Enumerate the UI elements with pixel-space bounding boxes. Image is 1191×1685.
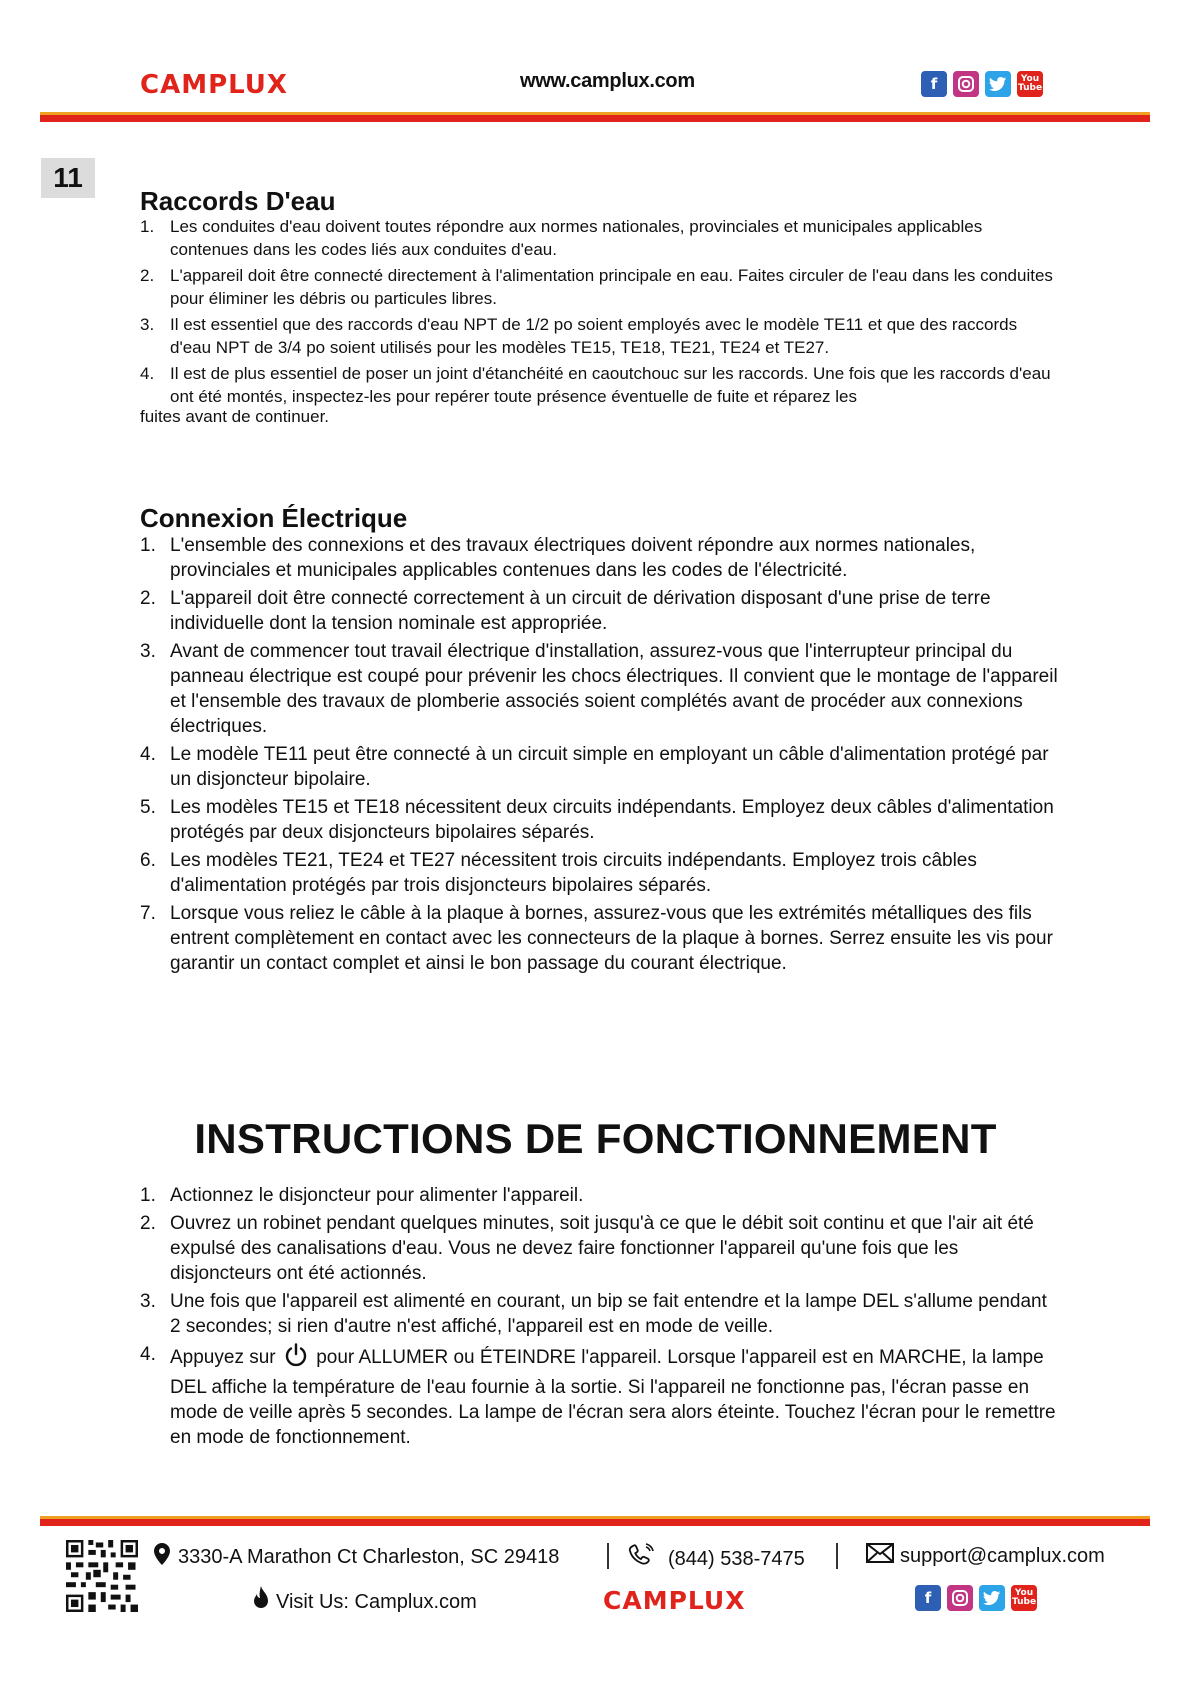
- divider: [836, 1543, 838, 1569]
- phone-icon: [628, 1543, 656, 1575]
- footer-rule: [40, 1516, 1150, 1526]
- header-social-icons: [921, 71, 1043, 97]
- phone-text[interactable]: (844) 538-7475: [668, 1547, 805, 1570]
- header-website-link[interactable]: www.camplux.com: [520, 70, 695, 92]
- electrique-list: [140, 533, 1060, 979]
- footer-email[interactable]: [866, 1543, 1105, 1569]
- visit-text[interactable]: Visit Us: Camplux.com: [276, 1590, 477, 1613]
- list-item: 4. Appuyez sur pour ALLUMER ou ÉTEINDRE l'appareil. Lorsque l'appareil est en MARCHE, la lampe DEL affiche la température de l'eau fournie à la sortie. Si l'appareil ne fonctionne pas, l'écran passe en mode de veille après 5 secondes. La lampe de l'écran sera alors éteinte. Touchez l'écran pour le remettre en mode de fonctionnement.: [140, 1344, 1056, 1448]
- list-item: 1. Actionnez le disjoncteur pour alimenter l'appareil.: [140, 1185, 584, 1206]
- page-number: 11: [41, 158, 95, 198]
- list-item: 2. L'appareil doit être connecté correctement à un circuit de dérivation disposant d'une prise de terre individuelle dont la tension nominale est appropriée.: [140, 588, 991, 634]
- twitter-icon[interactable]: [979, 1585, 1005, 1611]
- footer-brand-logo: CAMPLUX: [603, 1586, 746, 1615]
- list-item: 2. Ouvrez un robinet pendant quelques minutes, soit jusqu'à ce que le débit soit continu et que l'air ait été expulsé des canalisations d'eau. Vous ne devez faire fonctionner l'appareil qu'une fois que les disjoncteurs ont été actionnés.: [140, 1213, 1034, 1284]
- instagram-icon[interactable]: [953, 71, 979, 97]
- divider: [607, 1543, 609, 1569]
- list-item: 7. Lorsque vous reliez le câble à la plaque à bornes, assurez-vous que les extrémités métalliques des fils entrent complètement en contact avec les connecteurs de la plaque à bornes. Serrez ensuite les vis pour garantir un contact complet et ainsi le bon passage du courant électrique.: [140, 903, 1053, 974]
- footer-phone[interactable]: [628, 1543, 805, 1575]
- footer-visit[interactable]: [252, 1586, 477, 1618]
- address-text: 3330-A Marathon Ct Charleston, SC 29418: [178, 1545, 560, 1568]
- email-text[interactable]: support@camplux.com: [900, 1544, 1105, 1567]
- operation-title: INSTRUCTIONS DE FONCTIONNEMENT: [194, 1115, 997, 1162]
- youtube-icon[interactable]: You Tube: [1017, 71, 1043, 97]
- footer-address: [154, 1543, 559, 1571]
- twitter-icon[interactable]: [985, 71, 1011, 97]
- header-brand-logo: CAMPLUX: [140, 70, 288, 100]
- power-icon: [283, 1342, 309, 1375]
- list-item: 6. Les modèles TE21, TE24 et TE27 nécessitent trois circuits indépendants. Employez trois câbles d'alimentation protégés par trois disjoncteurs bipolaires séparés.: [140, 850, 977, 896]
- raccords-title: Raccords D'eau: [140, 186, 336, 216]
- list-item: 1. L'ensemble des connexions et des travaux électriques doivent répondre aux normes nationales, provinciales et municipales applicables contenues dans les codes de l'électricité.: [140, 535, 976, 581]
- list-item: 3. Avant de commencer tout travail électrique d'installation, assurez-vous que l'interrupteur principal du panneau électrique est coupé pour prévenir les chocs électriques. Il convient que le montage de l'appareil et l'ensemble des travaux de plomberie associés soient complétés avant de procéder aux connexions électriques.: [140, 641, 1058, 737]
- list-item: 2. L'appareil doit être connecté directement à l'alimentation principale en eau. Faites circuler de l'eau dans les conduites pour éliminer les débris ou particules libres.: [140, 266, 1053, 308]
- facebook-icon[interactable]: f: [915, 1585, 941, 1611]
- instagram-icon[interactable]: [947, 1585, 973, 1611]
- operation-list: [140, 1183, 1060, 1453]
- electrique-title: Connexion Électrique: [140, 503, 408, 533]
- mail-icon: [866, 1543, 894, 1569]
- list-item: 3. Il est essentiel que des raccords d'eau NPT de 1/2 po soient employés avec le modèle TE11 et que des raccords d'eau NPT de 3/4 po soient utilisés pour les modèles TE15, TE18, TE21, TE24 et TE27.: [140, 315, 1018, 357]
- youtube-icon[interactable]: You Tube: [1011, 1585, 1037, 1611]
- flame-icon: [252, 1586, 270, 1618]
- location-pin-icon: [154, 1543, 170, 1571]
- footer-social-icons: [915, 1585, 1037, 1611]
- header-rule: [40, 112, 1150, 122]
- list-item: 4. Le modèle TE11 peut être connecté à un circuit simple en employant un câble d'alimentation protégé par un disjoncteur bipolaire.: [140, 744, 1049, 790]
- list-item: 5. Les modèles TE15 et TE18 nécessitent deux circuits indépendants. Employez deux câbles d'alimentation protégés par deux disjoncteurs bipolaires séparés.: [140, 797, 1054, 843]
- list-item: 1. Les conduites d'eau doivent toutes répondre aux normes nationales, provinciales et municipales applicables contenues dans les codes liés aux conduites d'eau.: [140, 217, 983, 259]
- facebook-icon[interactable]: f: [921, 71, 947, 97]
- list-item: 4. Il est de plus essentiel de poser un joint d'étanchéité en caoutchouc sur les raccords. Une fois que les raccords d'eau ont été montés, inspectez-les pour repérer toute présence éventuelle de fuite et réparez les: [140, 364, 1051, 406]
- list-item: 3. Une fois que l'appareil est alimenté en courant, un bip se fait entendre et la lampe DEL s'allume pendant 2 secondes; si rien d'autre n'est affiché, l'appareil est en mode de veille.: [140, 1291, 1047, 1337]
- qr-code[interactable]: [66, 1540, 138, 1612]
- raccords-trailing-text: fuites avant de continuer.: [140, 407, 330, 426]
- raccords-list: [140, 216, 1060, 408]
